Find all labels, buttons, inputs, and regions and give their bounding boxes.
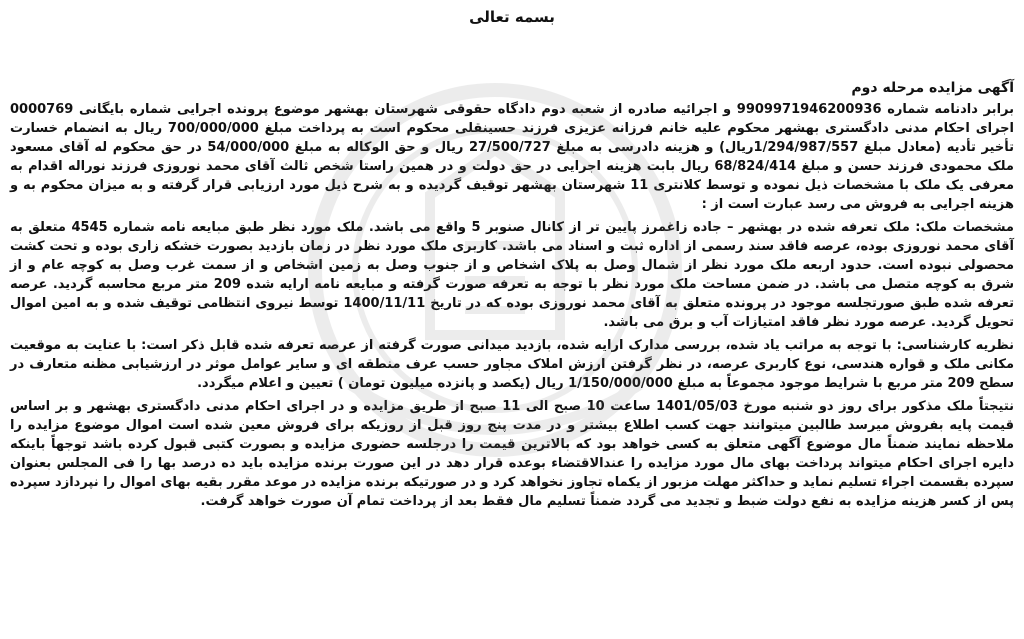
notice-paragraph-expert-opinion: نظریه کارشناسی: با توجه به مراتب یاد شده، بررسی مدارک ارایه شده، بازدید میدانی صورت گرفته از عرصه تعرفه شده قابل ذکر است: با عنایت به موقعیت مکانی ملک و قواره هندسی، نوع کاربری عرصه، در نظر گرفتن ارزش املاک مجاور حسب عرف منطقه ای و سایر عوامل موثر در ارزشیابی مظنه متعارف در سطح 209 متر مربع با شرایط موجود مجموعاً به مبلغ 1/150/000/000 ریال (یکصد و پانزده میلیون تومان ) تعیین و اعلام میگردد.: [10, 338, 1014, 391]
notice-title: آگهی مزایده مرحله دوم: [851, 80, 1014, 96]
notice-paragraph-property-specs: مشخصات ملک: ملک تعرفه شده در بهشهر – جاده زاغمرز پایین تر از کانال صنوبر 5 واقع می باشد. ملک مورد نظر طبق مبایعه نامه شماره 4545 متعلق به آقای محمد نوروزی بوده، عرصه فاقد سند رسمی از اداره ثبت و اسناد می باشد. کاربری ملک مورد نظر در زمان بازدید بصورت خشکه زاری بوده و تحت کشت محصولی نبوده است. حدود اربعه ملک مورد نظر از شمال وصل به پلاک اشخاص و از جنوب وصل به زمین اشخاص و از سمت غرب وصل به کوچه عام و از شرق به کوچه متصل می باشد. در ضمن مساحت ملک مورد نظر با توجه به تعرفه صورت گرفته و مبایعه نامه ارایه شده 209 متر مربع محاسبه گردید. عرصه تعرفه شده طبق صورتجلسه موجود در پرونده متعلق به آقای محمد نوروزی بوده که در تاریخ 1400/11/11 توسط نیروی انتظامی توقیف شده و به امین اموال تحویل گردید. عرصه مورد نظر فاقد امتیازات آب و برق می باشد.: [10, 220, 1014, 330]
notice-paragraph-judgment: برابر دادنامه شماره 9909971946200936 و اجرائیه صادره از شعبه دوم دادگاه حقوقی شهرستان بهشهر موضوع پرونده اجرایی شماره بایگانی 0000769 اجرای احکام مدنی دادگستری بهشهر محکوم علیه خانم فرزانه عزیزی فرزند حسینقلی محکوم است به پرداخت مبلغ 700/000/000 ریال به انضمام خسارت تأخیر تأدیه (معادل مبلغ 1/294/987/557ریال) و هزینه دادرسی به مبلغ 27/500/727 ریال و حق الوکاله به مبلغ 54/000/000 در حق محکوم له آقای مسعود ملک محمودی فرزند حسن و مبلغ 68/824/414 ریال بابت هزینه اجرایی در حق دولت و در همین راستا شخص ثالث آقای محمد نوروزی فرزند نوراله اقدام به معرفی یک ملک با مشخصات ذیل نموده و توسط کلانتری 11 شهرستان بهشهر توقیف گردیده و به شرح ذیل مورد ارزیابی قرار گرفته و به میزان محکوم به و هزینه اجرایی به فروش می رسد عبارت است از :: [10, 102, 1014, 212]
notice-paragraph-auction-terms: نتیجتاً ملک مذکور برای روز دو شنبه مورخ 1401/05/03 ساعت 10 صبح الی 11 صبح از طریق مزایده و در اجرای احکام مدنی دادگستری بهشهر و بر اساس قیمت پایه بفروش میرسد طالبین میتوانند جهت کسب اطلاع بیشتر و در مدت پنج روز قبل از روزیکه برای فروش معین شده است اموال موضوع مزایده را ملاحظه نمایند ضمناً مال موضوع آگهی متعلق به کسی خواهد بود که بالاترین قیمت را درجلسه حضوری مزایده و بصورت کتبی قبول کرده باشد توجهاً باینکه دایره اجرای احکام میتواند پرداخت بهای مال مورد مزایده را عندالاقتضاء بوعده قرار دهد در این صورت برنده مزایده باید ده درصد بها را فی المجلس بعنوان سپرده بقسمت اجراء تسلیم نماید و حداکثر مهلت مزبور از یکماه تجاوز نخواهد کرد و در صورتیکه برنده مزایده در موعد مقرر بقیه بهای اموال را نپردازد سپرده پس از کسر هزینه مزایده به نفع دولت ضبط و تجدید می گردد ضمناً تسلیم مال فقط بعد از پرداخت تمام آن صورت خواهد گرفت.: [10, 399, 1015, 509]
document-basmala: بسمه تعالی: [469, 8, 555, 26]
